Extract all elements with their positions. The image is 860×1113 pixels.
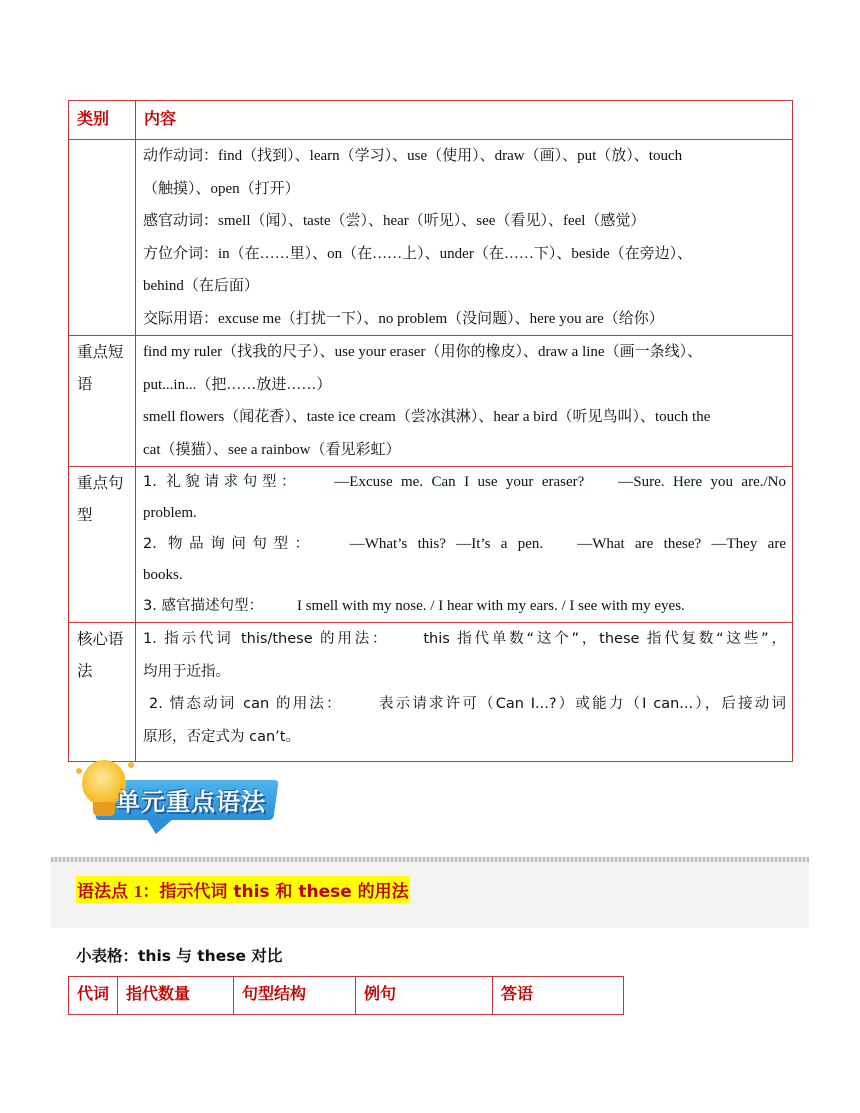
header-answer: 答语 (493, 977, 624, 1015)
content-line: 交际用语：excuse me（打扰一下）、no problem（没问题）、here you are（给你） (143, 310, 664, 327)
content-line: cat（摸猫）、see a rainbow（看见彩虹） (143, 441, 401, 458)
content-line: 均用于近指。 (143, 663, 230, 680)
row-category (69, 140, 136, 336)
header-example: 例句 (356, 977, 493, 1015)
content-line: problem. (143, 505, 197, 521)
grammar-point-box (51, 862, 809, 928)
content-line: behind（在后面） (143, 278, 259, 294)
table-row (69, 623, 793, 762)
content-line: 2. 情态动词 can 的用法： 表示请求许可（Can I...?）或能力（I can...），后接动词 (149, 696, 786, 712)
content-line: 动作动词：find（找到）、learn（学习）、use（使用）、draw（画）、put（放）、touch (143, 148, 683, 164)
content-line: 方位介词：in（在……里）、on（在……上）、under（在……下）、beside（在旁边）、 (143, 245, 693, 262)
header-quantity: 指代数量 (118, 977, 234, 1015)
row-content (136, 336, 793, 467)
table-row (69, 140, 793, 336)
unit-grammar-banner (76, 760, 286, 836)
grammar-point-title: 语法点 1：指示代词 this 和 these 的用法 (76, 876, 410, 903)
content-line: 1. 指示代词 this/these 的用法： this 指代单数“这个”，these 指代复数“这些”， (143, 631, 786, 647)
header-category: 类别 (69, 101, 136, 140)
table-header-row (69, 101, 793, 140)
content-line: 原形，否定式为 can’t。 (143, 728, 300, 745)
content-line: find my ruler（找我的尺子）、use your eraser（用你的橡皮）、draw a line（画一条线）、 (143, 344, 703, 360)
lightbulb-base-icon (93, 802, 115, 816)
row-content (136, 140, 793, 336)
content-line: books. (143, 567, 183, 583)
content-line: 3. 感官描述句型： I smell with my nose. / I hear with my ears. / I see with my eyes. (143, 598, 685, 614)
row-category: 重点句型 (69, 467, 136, 623)
content-line: 2. 物品询问句型： —What’s this? —It’s a pen. —What are these? —They are (143, 536, 786, 552)
table-row (69, 336, 793, 467)
banner-ribbon-tail (146, 818, 174, 834)
banner-title: 单元重点语法 (116, 788, 266, 816)
content-line: 感官动词：smell（闻）、taste（尝）、hear（听见）、see（看见）、feel（感觉） (143, 213, 646, 229)
vocabulary-summary-table (68, 100, 793, 762)
table-row (69, 467, 793, 623)
content-line: （触摸）、open（打开） (143, 180, 300, 197)
row-category: 核心语法 (69, 623, 136, 762)
header-pronoun: 代词 (69, 977, 118, 1015)
table-header-row (69, 977, 624, 1015)
content-line: 1. 礼貌请求句型： —Excuse me. Can I use your eraser? —Sure. Here you are./No (143, 474, 786, 490)
header-content: 内容 (136, 101, 793, 140)
content-line: smell flowers（闻花香）、taste ice cream（尝冰淇淋）、hear a bird（听见鸟叫）、touch the (143, 409, 711, 425)
sparkle-icon (128, 762, 134, 768)
row-category: 重点短语 (69, 336, 136, 467)
this-these-comparison-table (68, 976, 624, 1015)
comparison-subtitle: 小表格：this 与 these 对比 (76, 947, 283, 965)
sparkle-icon (76, 768, 82, 774)
row-content (136, 467, 793, 623)
header-structure: 句型结构 (234, 977, 356, 1015)
row-content (136, 623, 793, 762)
content-line: put...in...（把……放进……） (143, 376, 332, 393)
